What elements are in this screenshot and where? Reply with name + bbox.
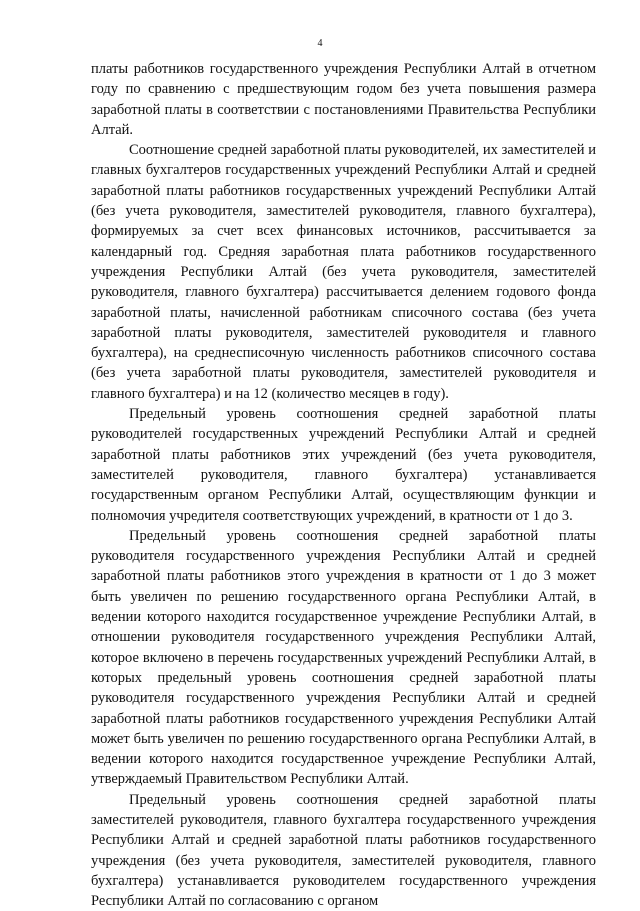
paragraph-5: Предельный уровень соотношения средней заработной платы заместителей руководителя, главного бухгалтера государственного учреждения Республики Алтай и средней заработной платы работников государственного учреждения (без учета руководителя, заместителей руководителя, главного бухгалтера) устанавливается руководителем государственного учреждения Республики Алтай по согласованию с органом (91, 791, 596, 910)
page-number: 4 (317, 38, 323, 49)
paragraph-1: платы работников государственного учреждения Республики Алтай в отчетном году по сравнению с предшествующим годом без учета повышения размера заработной платы в соответствии с постановлениями Правительства Республики Алтай. (91, 61, 596, 138)
document-body (91, 59, 596, 911)
paragraph-4: Предельный уровень соотношения средней заработной платы руководителя государственного учреждения Республики Алтай и средней заработной платы работников этого учреждения в кратности от 1 до 3 может быть увеличен по решению государственного органа Республики Алтай, в ведении которого находится государственное учреждение Республики Алтай, в отношении руководителя государственного учреждения Республики Алтай, которое включено в перечень государственных учреждений Республики Алтай, в которых предельный уровень соотношения средней заработной платы руководителя государственного учреждения Республики Алтай и средней заработной платы работников государственного учреждения Республики Алтай может быть увеличен по решению государственного органа Республики Алтай, в ведении которого находится государственное учреждение Республики Алтай, утверждаемый Правительством Республики Алтай. (91, 527, 596, 788)
paragraph-3: Предельный уровень соотношения средней заработной платы руководителей государственных учреждений Республики Алтай и средней заработной платы работников этих учреждений (без учета руководителя, заместителей руководителя, главного бухгалтера) устанавливается государственным органом Республики Алтай, осуществляющим функции и полномочия учредителя соответствующих учреждений, в кратности от 1 до 3. (91, 406, 596, 524)
paragraph-2: Соотношение средней заработной платы руководителей, их заместителей и главных бухгалтеров государственных учреждений Республики Алтай и средней заработной платы работников государственных учреждений Республики Алтай (без учета руководителя, заместителей руководителя, главного бухгалтера), формируемых за счет всех финансовых источников, рассчитывается за календарный год. Средняя заработная плата работников государственного учреждения Республики Алтай (без учета руководителя, заместителей руководителя, главного бухгалтера) рассчитывается делением годового фонда заработной платы, начисленной работникам списочного состава (без учета заработной платы руководителя, заместителей руководителя и главного бухгалтера), на среднесписочную численность работников списочного состава (без учета заработной платы руководителя, заместителей руководителя и главного бухгалтера) и на 12 (количество месяцев в году). (91, 142, 596, 402)
